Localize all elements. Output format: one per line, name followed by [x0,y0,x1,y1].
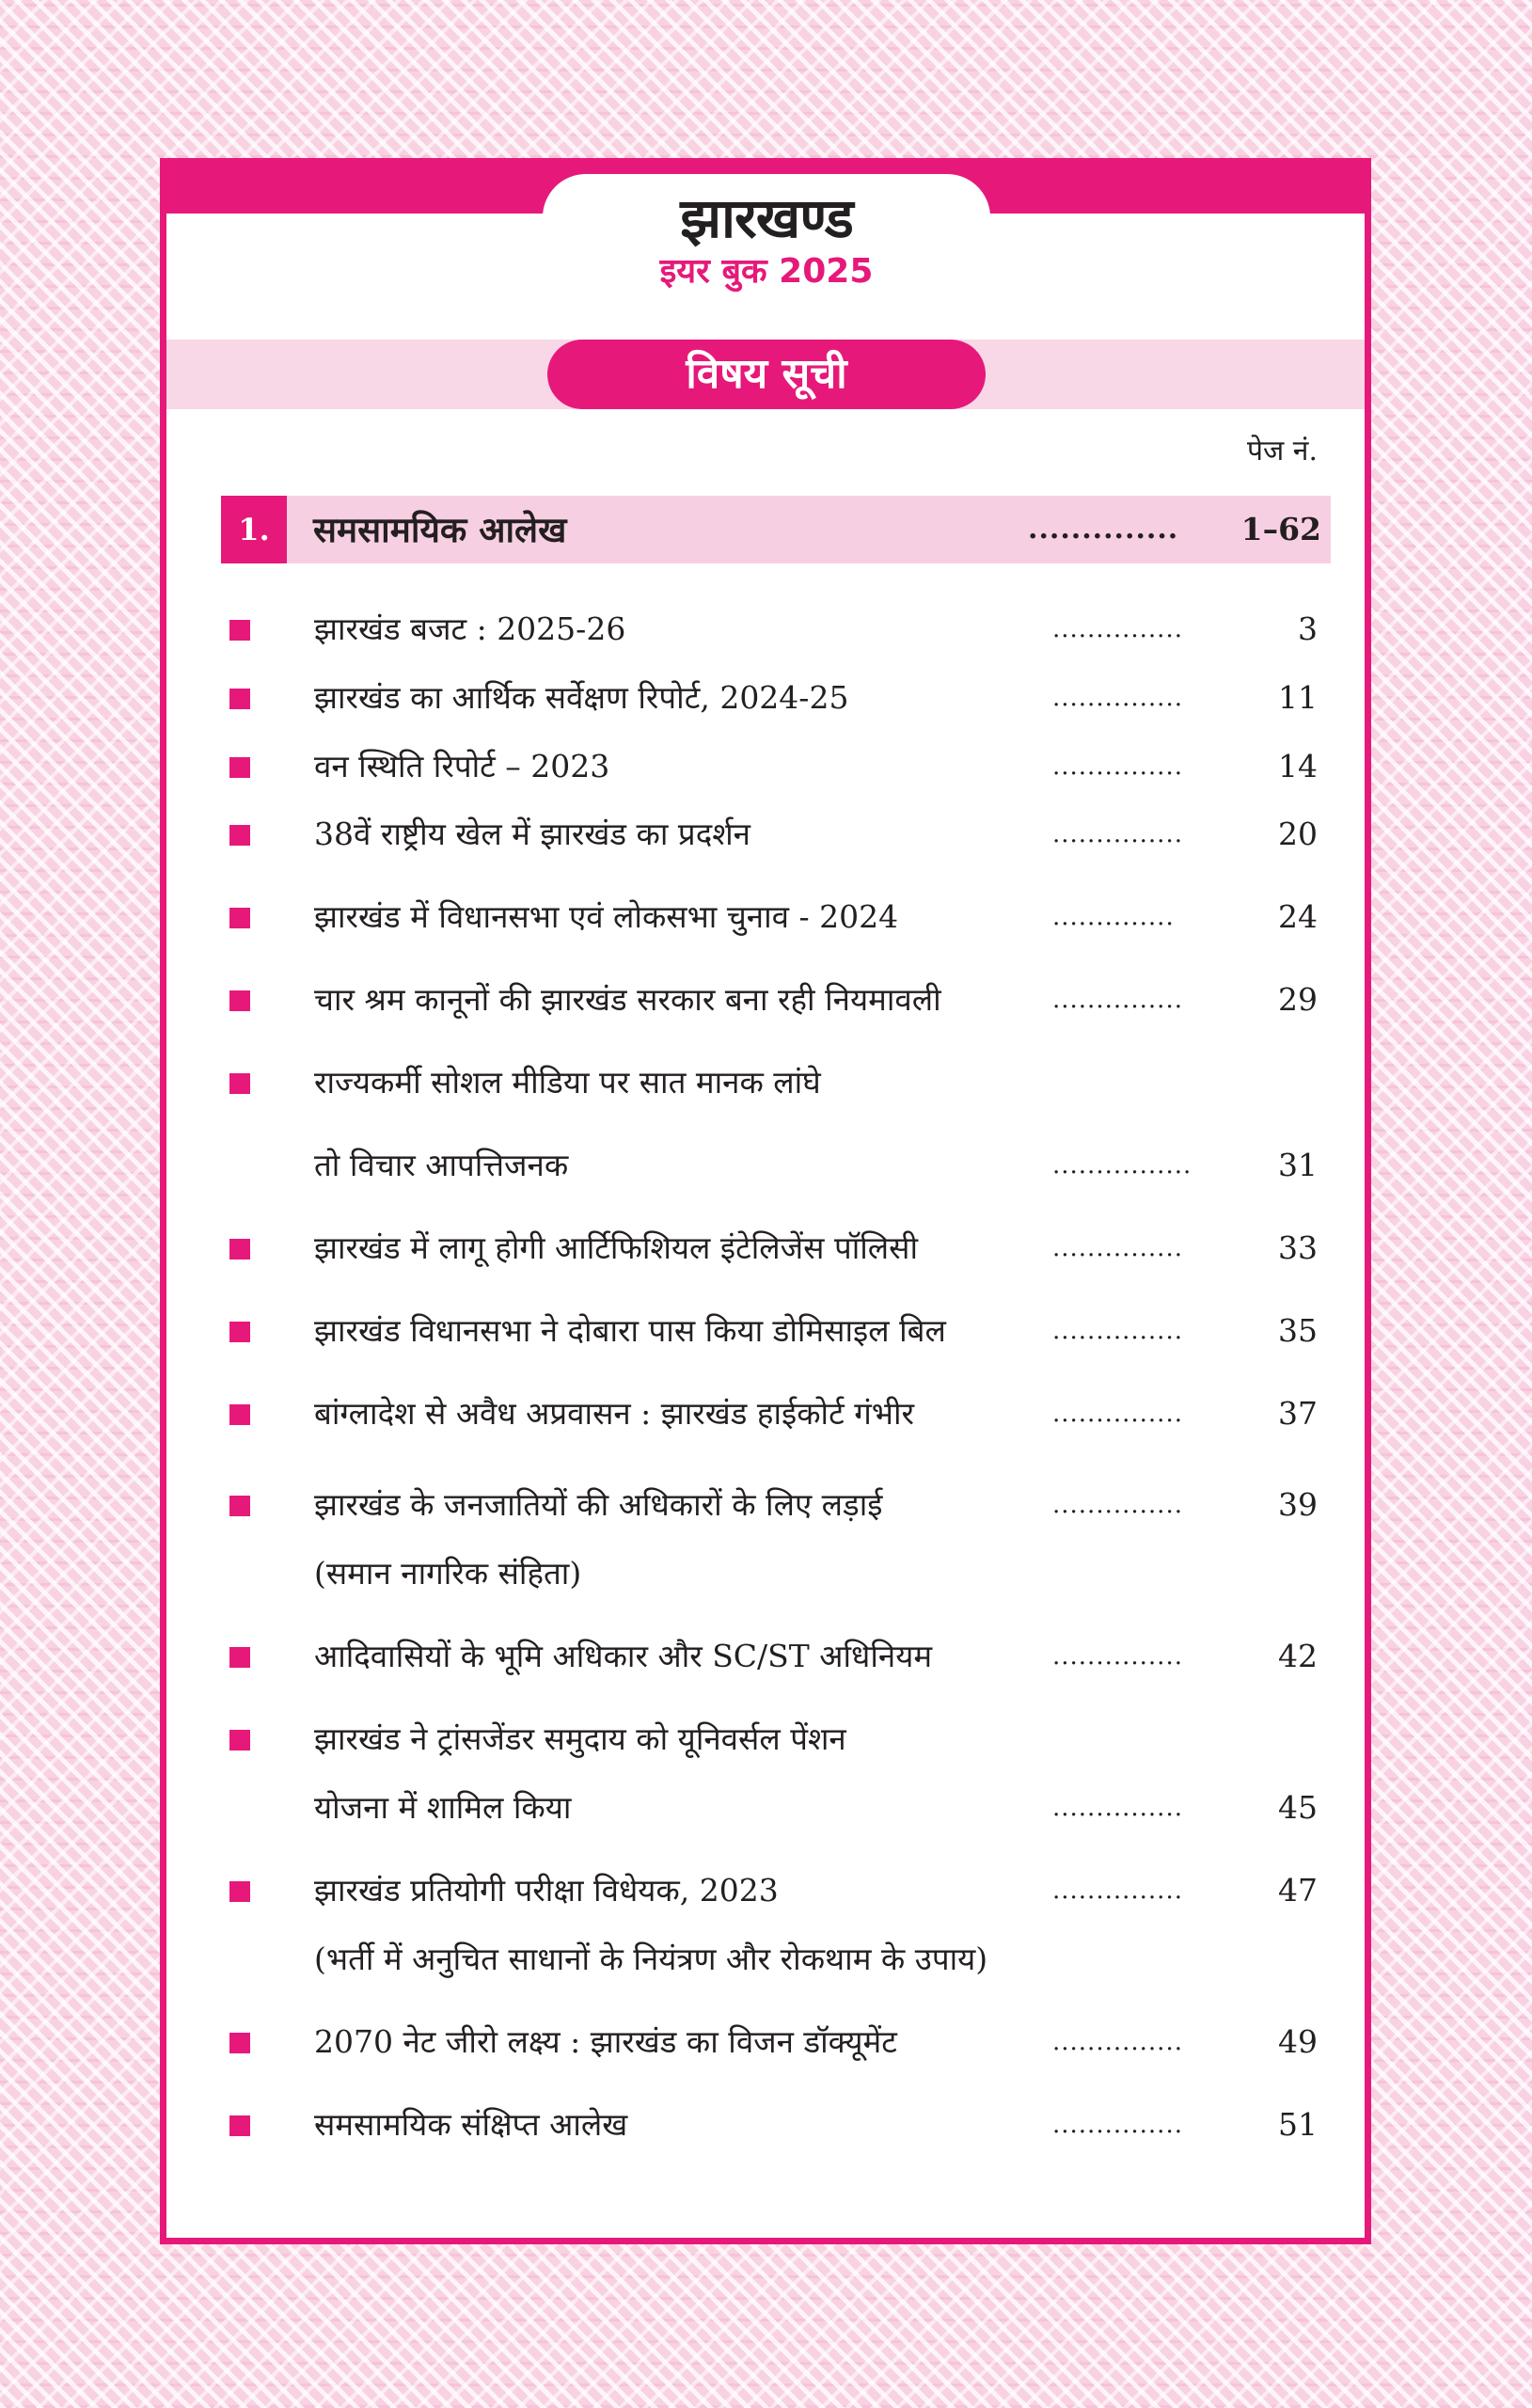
toc-entry[interactable] [166,1389,1365,1438]
toc-entry[interactable] [166,1481,1365,1529]
square-bullet-icon [229,825,250,846]
square-bullet-icon [229,1881,250,1902]
toc-entry-continuation[interactable] [166,1783,1365,1832]
square-bullet-icon [229,1073,250,1094]
entry-page-number: 11 [1278,679,1318,716]
entry-page-number: 3 [1298,610,1318,647]
square-bullet-icon [229,1322,250,1342]
square-bullet-icon [229,689,250,709]
section-number: 1. [221,496,287,563]
toc-entry[interactable] [166,1307,1365,1355]
entry-leader-dots: ............... [1052,684,1183,712]
entry-leader-dots: ............... [1052,1400,1183,1428]
entry-title: वन स्थिति रिपोर्ट – 2023 [314,748,610,784]
entry-title: झारखंड प्रतियोगी परीक्षा विधेयक, 2023 [314,1872,779,1909]
section-leader-dots: .............. [1028,513,1179,546]
entry-title: झारखंड का आर्थिक सर्वेक्षण रिपोर्ट, 2024-25 [314,679,849,716]
toc-entry-continuation[interactable] [166,1549,1365,1598]
contents-heading: विषय सूची [547,340,986,409]
brand-tab [543,174,990,315]
entry-leader-dots: ............... [1052,1317,1183,1345]
toc-entry[interactable] [166,2018,1365,2067]
square-bullet-icon [229,2115,250,2136]
entry-leader-dots: ............... [1052,752,1183,781]
entry-title: झारखंड विधानसभा ने दोबारा पास किया डोमिसाइल बिल [314,1312,946,1349]
entry-leader-dots: ............... [1052,1491,1183,1519]
entry-title: झारखंड के जनजातियों की अधिकारों के लिए लड़ाई [314,1486,883,1523]
toc-entry[interactable] [166,1715,1365,1764]
entry-page-number: 14 [1278,748,1318,784]
entry-leader-dots: ............... [1052,820,1183,848]
toc-entry[interactable] [166,810,1365,859]
toc-entry[interactable] [166,1224,1365,1273]
page-number-label: पेज नं. [1246,435,1318,467]
contents-panel [160,158,1371,2244]
toc-entry[interactable] [166,1058,1365,1107]
entry-title: (भर्ती में अनुचित साधानों के नियंत्रण और रोकथाम के उपाय) [314,1941,988,1977]
toc-entry[interactable] [166,1632,1365,1681]
square-bullet-icon [229,908,250,928]
square-bullet-icon [229,990,250,1011]
entry-leader-dots: ............... [1052,1642,1183,1671]
entry-page-number: 47 [1278,1872,1318,1909]
toc-entry[interactable] [166,673,1365,722]
entry-title: (समान नागरिक संहिता) [314,1555,582,1592]
square-bullet-icon [229,1239,250,1259]
entry-page-number: 24 [1278,898,1318,935]
entry-leader-dots: ............... [1052,2111,1183,2139]
entry-page-number: 42 [1278,1638,1318,1674]
square-bullet-icon [229,1647,250,1668]
entry-page-number: 39 [1278,1486,1318,1523]
square-bullet-icon [229,1496,250,1516]
toc-entry[interactable] [166,742,1365,791]
square-bullet-icon [229,620,250,641]
entry-leader-dots: ............... [1052,1877,1183,1905]
square-bullet-icon [229,1404,250,1425]
entry-page-number: 20 [1278,816,1318,852]
section-row[interactable] [221,496,1331,563]
entry-title: 2070 नेट जीरो लक्ष्य : झारखंड का विजन डॉक्यूमेंट [314,2023,897,2060]
entry-title: चार श्रम कानूनों की झारखंड सरकार बना रही नियमावली [314,981,941,1018]
square-bullet-icon [229,757,250,778]
entry-title: झारखंड बजट : 2025-26 [314,610,626,647]
entry-title: आदिवासियों के भूमि अधिकार और SC/ST अधिनियम [314,1638,933,1674]
entry-leader-dots: ............... [1052,1234,1183,1262]
entry-page-number: 37 [1278,1395,1318,1432]
section-page-range: 1–62 [1240,511,1321,547]
entry-page-number: 29 [1278,981,1318,1018]
entry-leader-dots: ............... [1052,2028,1183,2056]
entry-title: झारखंड ने ट्रांसजेंडर समुदाय को यूनिवर्सल पेंशन [314,1720,846,1757]
entry-page-number: 35 [1278,1312,1318,1349]
entry-leader-dots: ............... [1052,615,1183,643]
toc-entry[interactable] [166,2100,1365,2149]
entry-leader-dots: .............. [1052,903,1175,931]
entry-title: झारखंड में लागू होगी आर्टिफिशियल इंटेलिजेंस पॉलिसी [314,1229,919,1266]
square-bullet-icon [229,1730,250,1751]
entry-page-number: 33 [1278,1229,1318,1266]
toc-entry[interactable] [166,1866,1365,1915]
entry-leader-dots: ............... [1052,986,1183,1014]
entry-title: योजना में शामिल किया [314,1789,572,1826]
entry-title: समसामयिक संक्षिप्त आलेख [314,2106,628,2143]
book-title: झारखण्ड [680,186,853,250]
entry-page-number: 45 [1278,1789,1318,1826]
entry-leader-dots: ............... [1052,1794,1183,1822]
entry-page-number: 49 [1278,2023,1318,2060]
toc-entry[interactable] [166,975,1365,1024]
entry-title: बांग्लादेश से अवैध अप्रवासन : झारखंड हाईकोर्ट गंभीर [314,1395,915,1432]
toc-entry-continuation[interactable] [166,1141,1365,1190]
entry-page-number: 51 [1278,2106,1318,2143]
toc-entry[interactable] [166,893,1365,942]
entry-title: 38वें राष्ट्रीय खेल में झारखंड का प्रदर्शन [314,816,750,852]
section-title: समसामयिक आलेख [313,509,567,550]
square-bullet-icon [229,2033,250,2053]
entry-page-number: 31 [1278,1147,1318,1183]
entry-title: तो विचार आपत्तिजनक [314,1147,569,1183]
entry-title: राज्यकर्मी सोशल मीडिया पर सात मानक लांघे [314,1064,821,1101]
entry-leader-dots: ................ [1052,1151,1192,1180]
entry-title: झारखंड में विधानसभा एवं लोकसभा चुनाव - 2024 [314,898,899,935]
book-subtitle: इयर बुक 2025 [659,252,874,291]
toc-entry-continuation[interactable] [166,1935,1365,1984]
toc-entry[interactable] [166,605,1365,654]
